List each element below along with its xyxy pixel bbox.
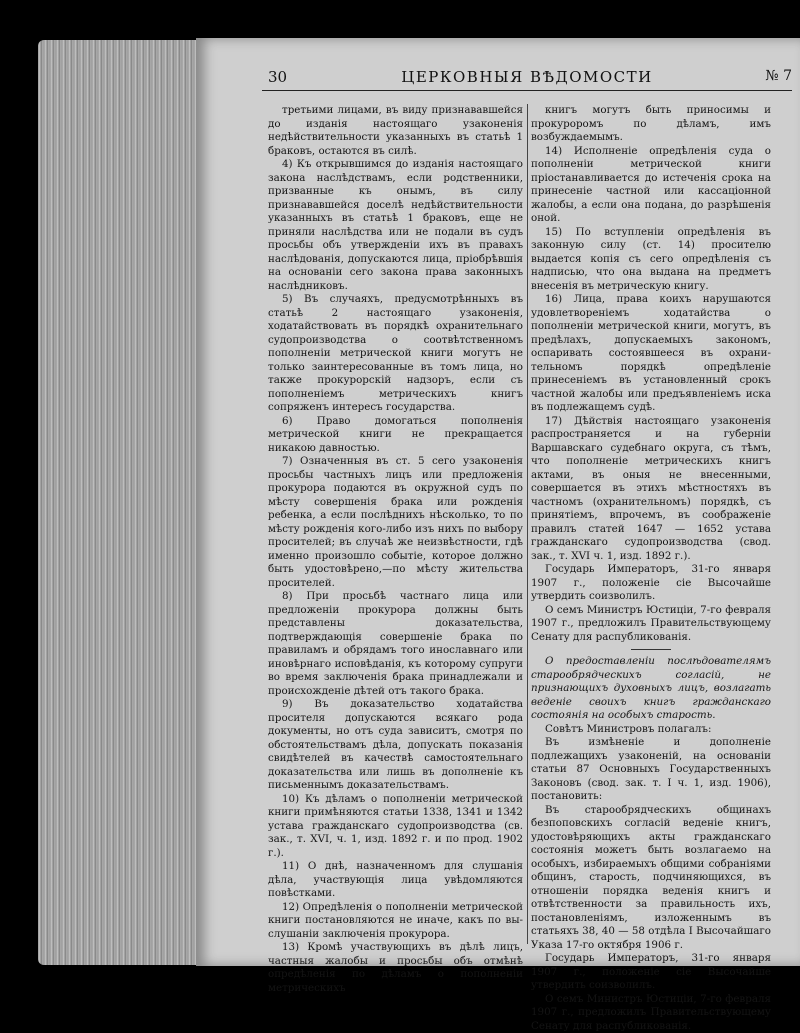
left-column [268, 104, 523, 995]
section-heading: О предоставленіи послѣдователямъ старообрядческихъ согласій, не признающихъ духовныхъ лицъ, возлагать веденіе своихъ книгъ гражданскаго состоянія на особыхъ старость. [531, 655, 771, 723]
section-rule [631, 649, 671, 650]
paragraph: 16) Лица, права коихъ нарушаются удовлетвореніемъ ходатайства о пополненіи метрической книги, могутъ, въ предѣлахъ, допускаемыхъ закономъ, оспаривать состоявшееся въ охранительномъ порядкѣ опредѣленіе принесеніемъ въ установленный срокъ частной жалобы или предъявленіемъ иска въ подлежащемъ судѣ. [531, 293, 771, 415]
paragraph: 4) Къ открывшимся до изданія настоящаго закона наслѣдствамъ, если родственники, призванные къ онымъ, въ силу признававшейся доселѣ недѣйствительности указанныхъ въ статьѣ 1 браковъ, еще не приняли наслѣдства или не подали въ судъ просьбы объ утвержденіи ихъ въ правахъ наслѣдованія, допускаются лица, пріобрѣвшія на основаніи сего закона права законныхъ наслѣдниковъ. [268, 158, 523, 293]
paragraph: Государь Императоръ, 31-го января 1907 г., положеніе сіе Высочайше утвердить соизволилъ. [531, 952, 771, 993]
paragraph: 15) По вступленіи опредѣленія въ законную силу (ст. 14) просителю выдается копія съ сего опредѣленія съ надписью, что она выдана на предметъ внесенія въ метрическую книгу. [531, 226, 771, 294]
paragraph: 6) Право домогаться пополненія метрической книги не прекращается никакою давностью. [268, 415, 523, 456]
paragraph: 9) Въ доказательство ходатайства просителя допускаются всякаго рода документы, но отъ суда зависитъ, смотря по обстоятельствамъ дѣла, допускать показанія свидѣтелей въ качествѣ самостоятельнаго доказательства или лишь въ дополненіе къ письменнымъ доказательствамъ. [268, 698, 523, 793]
paragraph: 12) Опредѣленія о пополненіи метрической книги постановляются не иначе, какъ по выслушаніи заключенія прокурора. [268, 901, 523, 942]
paragraph: книгъ могутъ быть приносимы и прокуроромъ по дѣламъ, имъ возбуждаемымъ. [531, 104, 771, 145]
page-header [262, 68, 792, 91]
right-column [531, 104, 771, 1033]
paragraph: 10) Къ дѣламъ о пополненіи метрической книги примѣняются статьи 1338, 1341 и 1342 устава гражданскаго судопроизводства (св. зак., т. XVI, ч. 1, изд. 1892 г. и по прод. 1902 г.). [268, 793, 523, 861]
paragraph: 14) Исполненіе опредѣленія суда о пополненіи метрической книги пріостанавливается до истеченія срока на принесеніе частной или кассаціонной жалобы, а если она подана, до разрѣшенія оной. [531, 145, 771, 226]
paragraph: 7) Означенныя въ ст. 5 сего узаконенія просьбы частныхъ лицъ или предложенія прокурора подаются въ окружной судъ по мѣсту совершенія брака или рожденія ребенка, а если послѣднихъ нѣсколько, то по мѣсту рожденія кого-либо изъ нихъ по выбору просителей; въ случаѣ же неизвѣстности, гдѣ именно произошло событіе, которое должно быть удостовѣрено,—по мѣсту жительства просителей. [268, 455, 523, 590]
document-page [196, 38, 800, 966]
paragraph: Государь Императоръ, 31-го января 1907 г., положеніе сіе Высочайше утвердить соизволилъ. [531, 563, 771, 604]
paragraph: 17) Дѣйствія настоящаго узаконенія распространяется и на губерніи Варшавскаго судебнаго округа, съ тѣмъ, что пополненіе метрическихъ книгъ актами, въ оныя не внесенными, совершается въ этихъ мѣстностяхъ въ частномъ (охранительномъ) порядкѣ, съ принятіемъ, впрочемъ, въ соображеніе правилъ статей 1647 — 1652 устава гражданскаго судопроизводства (свод. зак., т. XVI ч. 1, изд. 1892 г.). [531, 415, 771, 564]
paragraph: 11) О днѣ, назначенномъ для слушанія дѣла, участвующія лица увѣдомляются повѣстками. [268, 860, 523, 901]
paragraph: О семъ Министръ Юстиціи, 7-го февраля 1907 г., предложилъ Правительствующему Сенату для распубликованія. [531, 993, 771, 1033]
journal-title: ЦЕРКОВНЫЯ ВѢДОМОСТИ [262, 68, 792, 86]
paragraph: 13) Кромѣ участвующихъ въ дѣлѣ лицъ, частныя жалобы и просьбы объ отмѣнѣ опредѣленія по дѣламъ о пополненіи метрическихъ [268, 941, 523, 995]
book-page-edges [38, 40, 198, 965]
paragraph: Въ измѣненіе и дополненіе подлежащихъ узаконеній, на основаніи статьи 87 Основныхъ Государственныхъ Законовъ (свод. зак. т. I ч. 1, изд. 1906), постановить: [531, 736, 771, 804]
paragraph: третьими лицами, въ виду признававшейся до изданія настоящаго узаконенія недѣйствительности указанныхъ въ статьѣ 1 браковъ, остаются въ силѣ. [268, 104, 523, 158]
page-number: 30 [268, 68, 287, 86]
paragraph: Въ старообрядческихъ общинахъ безпоповскихъ согласій веденіе книгъ, удостовѣряющихъ акты гражданскаго состоянія можетъ быть возлагаемо на особыхъ, избираемыхъ общими собраніями общинъ, старость, подчиняющихся, въ отношеніи порядка веденія книгъ и отвѣтственности за правильность ихъ, постановленіямъ, изложеннымъ въ статьяхъ 38, 40 — 58 отдѣла I Высочайшаго Указа 17-го октября 1906 г. [531, 804, 771, 953]
paragraph: Совѣтъ Министровъ полагалъ: [531, 723, 771, 737]
issue-number: № 7 [765, 68, 792, 84]
paragraph: 5) Въ случаяхъ, предусмотрѣнныхъ въ статьѣ 2 настоящаго узаконенія, ходатайствовать въ порядкѣ охранительнаго судопроизводства о соотвѣтственномъ пополненіи метрической книги могутъ не только заинтересованные въ томъ лица, но также прокурорскій надзоръ, если съ пополненіемъ метрическихъ книгъ сопряженъ интересъ государства. [268, 293, 523, 415]
paragraph: 8) При просьбѣ частнаго лица или предложеніи прокурора должны быть представлены доказательства, подтверждающія совершеніе брака по правиламъ и обрядамъ того инославнаго или иновѣрнаго исповѣданія, къ которому супруги во время заключенія брака принадлежали и происхожденіе дѣтей отъ такого брака. [268, 590, 523, 698]
column-divider [527, 104, 528, 944]
paragraph: О семъ Министръ Юстиціи, 7-го февраля 1907 г., предложилъ Правительствующему Сенату для распубликованія. [531, 604, 771, 645]
